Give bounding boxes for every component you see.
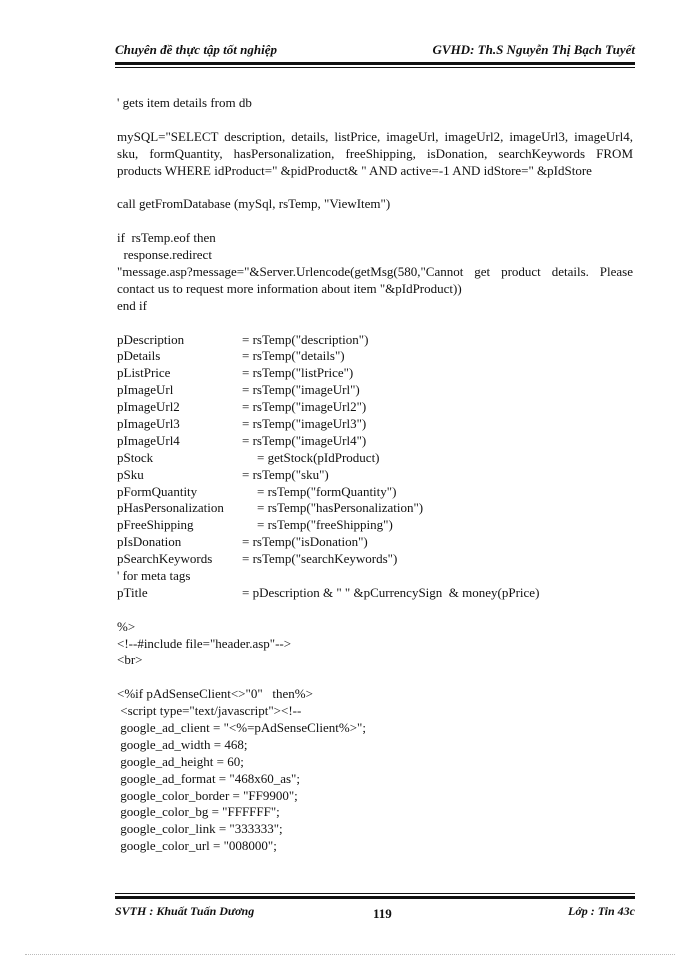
variable-value: = rsTemp("listPrice") [242, 365, 354, 381]
variable-value: = rsTemp("formQuantity") [257, 483, 397, 499]
assignment-row [117, 467, 633, 484]
assignment-row [117, 517, 633, 534]
header-rule-thick [115, 62, 635, 65]
google-config-line: google_ad_format = "468x60_as"; [117, 770, 300, 786]
assignment-row [117, 365, 633, 382]
variable-value: = rsTemp("freeShipping") [257, 517, 393, 533]
message-paragraph: "message.asp?message="&Server.Urlencode(getMsg(580,"Cannot get product details. Please contact us to request more information about item "&pIdProduct)) [117, 263, 633, 296]
google-config-block [117, 720, 633, 855]
variable-name: pDetails [117, 348, 161, 364]
comment-line: ' gets item details from db [117, 95, 252, 110]
header-left-title: Chuyên đề thực tập tốt nghiệp [115, 42, 277, 57]
assignment-row [117, 416, 633, 433]
variable-value: = rsTemp("imageUrl2") [242, 399, 367, 415]
assignment-row [117, 332, 633, 349]
variable-name: pIsDonation [117, 534, 182, 550]
variable-value: = rsTemp("imageUrl3") [242, 416, 367, 431]
assignment-row [117, 484, 633, 501]
footer-rule-thick [115, 896, 635, 899]
variable-name: pFreeShipping [117, 517, 194, 533]
variable-value: = rsTemp("imageUrl4") [242, 432, 367, 448]
page-body [117, 95, 633, 855]
include-line: <!--#include file="header.asp"--> [117, 635, 292, 651]
script-open-line: <script type="text/javascript"><!-- [117, 703, 302, 719]
google-config-line: google_ad_width = 468; [117, 736, 248, 752]
variable-value: = rsTemp("details") [242, 348, 345, 364]
page-number: 119 [373, 906, 392, 921]
page-header [115, 38, 635, 62]
google-config-line: google_ad_height = 60; [117, 753, 244, 769]
variable-value: = rsTemp("sku") [242, 466, 329, 482]
footer-class: Lớp : Tin 43c [568, 904, 635, 918]
assignment-row [117, 450, 633, 467]
meta-comment-line: ' for meta tags [117, 568, 191, 584]
variable-value: = rsTemp("isDonation") [242, 534, 368, 550]
variable-name: pImageUrl3 [117, 416, 180, 431]
variable-name: pImageUrl [117, 382, 174, 398]
variable-value: = rsTemp("hasPersonalization") [257, 500, 424, 516]
ptitle-row [117, 585, 633, 602]
header-rule-thin [115, 67, 635, 68]
variable-value: = rsTemp("imageUrl") [242, 382, 360, 398]
variable-name: pImageUrl4 [117, 432, 180, 448]
google-config-line: google_ad_client = "<%=pAdSenseClient%>"; [117, 720, 366, 736]
assignment-block [117, 332, 633, 568]
google-config-line: google_color_border = "FF9900"; [117, 787, 298, 803]
google-config-line: google_color_link = "333333"; [117, 821, 283, 837]
variable-name: pSearchKeywords [117, 551, 213, 567]
assignment-row [117, 433, 633, 450]
header-right-supervisor: GVHD: Th.S Nguyễn Thị Bạch Tuyết [432, 42, 635, 57]
assignment-row [117, 500, 633, 517]
variable-name: pFormQuantity [117, 483, 198, 499]
assignment-row [117, 382, 633, 399]
page-footer [115, 904, 635, 924]
sql-paragraph: mySQL="SELECT description, details, listPrice, imageUrl, imageUrl2, imageUrl3, imageUrl4, sku, formQuantity, hasPersonalization, freeShipping, isDonation, searchKeywords FROM products WHERE idProduct=" &pidProduct& " AND active=-1 AND idStore=" &pIdStore [117, 128, 633, 178]
footer-rule-thin [115, 893, 635, 894]
br-line: <br> [117, 652, 143, 668]
footer-student: SVTH : Khuất Tuấn Dương [115, 904, 255, 918]
assignment-row [117, 534, 633, 551]
variable-name: pHasPersonalization [117, 500, 224, 516]
redirect-line: response.redirect [117, 247, 212, 263]
google-config-line: google_color_url = "008000"; [117, 838, 277, 854]
variable-value: = rsTemp("description") [242, 331, 369, 347]
variable-value: = rsTemp("searchKeywords") [242, 551, 398, 567]
variable-name: pImageUrl2 [117, 399, 180, 415]
if-line: if rsTemp.eof then [117, 230, 216, 246]
variable-name: pStock [117, 449, 154, 465]
assignment-row [117, 551, 633, 568]
variable-value: = getStock(pIdProduct) [257, 449, 380, 465]
end-if-line: end if [117, 297, 147, 313]
ptitle-value: = pDescription & " " &pCurrencySign & money(pPrice) [242, 584, 540, 600]
variable-name: pListPrice [117, 365, 171, 381]
variable-name: pDescription [117, 331, 185, 347]
assignment-row [117, 348, 633, 365]
ptitle-name: pTitle [117, 584, 148, 600]
call-line: call getFromDatabase (mySql, rsTemp, "ViewItem") [117, 196, 391, 212]
close-tag-line: %> [117, 618, 136, 634]
google-config-line: google_color_bg = "FFFFFF"; [117, 804, 280, 820]
variable-name: pSku [117, 466, 144, 482]
page-bottom-dotted-border [25, 954, 675, 955]
if-adsense-line: <%if pAdSenseClient<>"0" then%> [117, 686, 313, 702]
assignment-row [117, 399, 633, 416]
